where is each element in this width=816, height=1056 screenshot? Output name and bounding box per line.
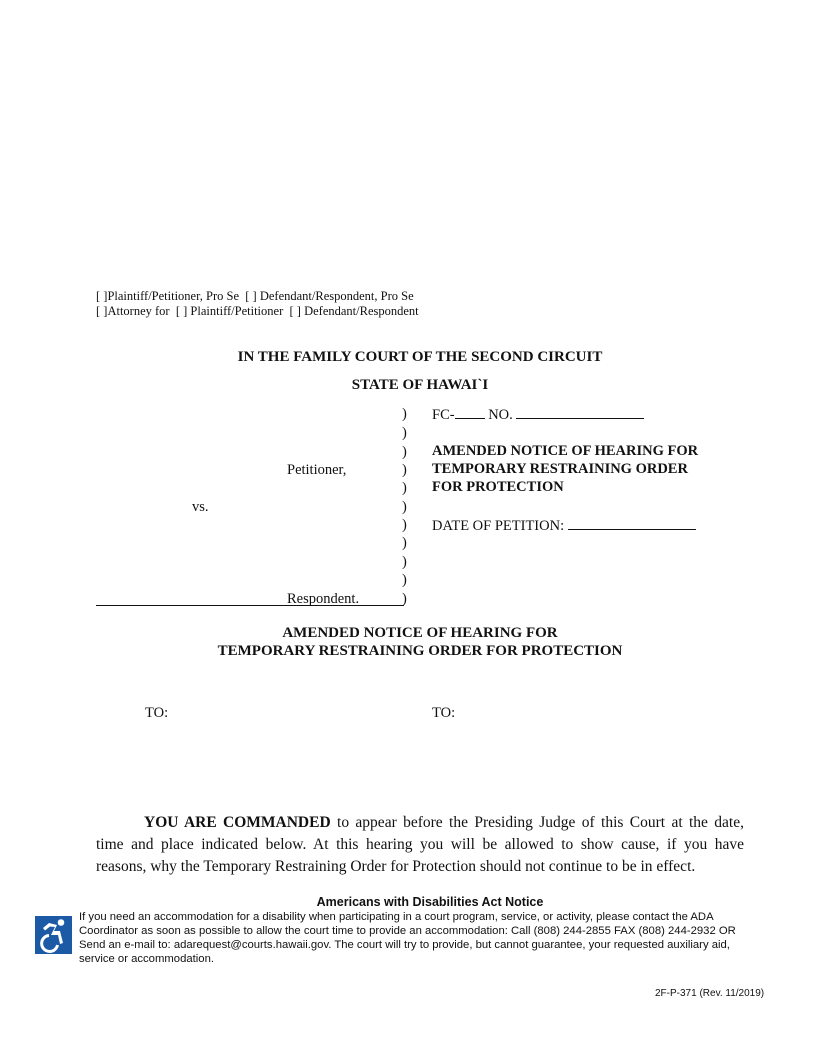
caption-paren: ) <box>402 480 407 496</box>
label-attorney-defendant: Defendant/Respondent <box>304 304 419 318</box>
ada-line-3: Send an e-mail to: adarequest@courts.hawaii.gov. The court will try to provide, but cannot guarantee, your requested auxiliary aid, <box>79 939 730 951</box>
caption-paren: ) <box>402 572 407 588</box>
fc-prefix-label: FC- <box>432 407 455 423</box>
command-paragraph <box>96 812 744 878</box>
date-of-petition-label: DATE OF PETITION: <box>432 518 565 534</box>
caption-paren: ) <box>402 425 407 441</box>
ada-line-2: Coordinator as soon as possible to allow the court time to provide an accommodation: Call (808) 244-2855 FAX (808) 244-2932 OR <box>79 925 736 937</box>
checkbox-attorney-defendant[interactable]: [ ] <box>289 304 301 318</box>
document-title-line-2: TEMPORARY RESTRAINING ORDER <box>432 461 688 477</box>
main-title-line-2: TEMPORARY RESTRAINING ORDER FOR PROTECTION <box>217 643 623 659</box>
checkbox-defendant-pro-se[interactable]: [ ] <box>245 289 257 303</box>
petitioner-label: Petitioner, <box>287 462 347 478</box>
date-of-petition-row <box>432 516 696 536</box>
main-title-line-1: AMENDED NOTICE OF HEARING FOR <box>282 625 558 641</box>
document-title-line-1: AMENDED NOTICE OF HEARING FOR <box>432 443 699 459</box>
party-checkbox-line-1 <box>96 289 414 304</box>
fc-number-field[interactable] <box>455 405 485 419</box>
caption-paren: ) <box>402 462 407 478</box>
to-right-label: TO: <box>432 705 456 721</box>
form-number: 2F-P-371 (Rev. 11/2019) <box>655 988 765 999</box>
checkbox-attorney-plaintiff[interactable]: [ ] <box>175 304 188 318</box>
court-name: IN THE FAMILY COURT OF THE SECOND CIRCUIT <box>237 349 603 365</box>
checkbox-attorney-for[interactable]: [ ] <box>96 304 108 318</box>
case-number-field[interactable] <box>516 405 644 419</box>
label-plaintiff-pro-se: Plaintiff/Petitioner, Pro Se <box>107 289 240 303</box>
caption-paren: ) <box>402 535 407 551</box>
label-defendant-pro-se: Defendant/Respondent, Pro Se <box>259 289 414 303</box>
caption-paren: ) <box>402 444 407 460</box>
caption-underline <box>96 605 404 606</box>
command-line-3: reasons, why the Temporary Restraining Order for Protection should not continue to be in effect. <box>96 858 696 875</box>
ada-notice-body <box>79 910 736 966</box>
command-line-1: to appear before the Presiding Judge of this Court at the date, <box>330 814 744 831</box>
checkbox-plaintiff-pro-se[interactable]: [ ] <box>96 289 108 303</box>
respondent-label: Respondent. <box>287 591 360 607</box>
ada-notice-title: Americans with Disabilities Act Notice <box>316 895 544 909</box>
caption-paren: ) <box>402 591 407 607</box>
ada-line-4: service or accommodation. <box>79 953 214 965</box>
caption-paren: ) <box>402 406 407 422</box>
vs-label: vs. <box>192 499 209 515</box>
date-of-petition-field[interactable] <box>568 516 696 530</box>
case-number-row <box>432 405 644 425</box>
command-line-2: time and place indicated below. At this hearing you will be allowed to show cause, if you have <box>96 836 744 853</box>
label-attorney-for: Attorney for <box>107 304 170 318</box>
caption-paren: ) <box>402 554 407 570</box>
party-checkbox-line-2 <box>96 304 419 319</box>
caption-paren: ) <box>402 517 407 533</box>
no-label: NO. <box>488 407 513 423</box>
to-left-label: TO: <box>145 705 169 721</box>
accessibility-wheelchair-icon <box>35 916 72 954</box>
document-title-line-3: FOR PROTECTION <box>432 479 564 495</box>
caption-paren: ) <box>402 499 407 515</box>
ada-line-1: If you need an accommodation for a disability when participating in a court program, service, or activity, please contact the ADA <box>79 911 714 923</box>
label-attorney-plaintiff: Plaintiff/Petitioner <box>190 304 284 318</box>
commanded-lead: YOU ARE COMMANDED <box>144 814 331 831</box>
court-state: STATE OF HAWAI`I <box>351 377 489 393</box>
